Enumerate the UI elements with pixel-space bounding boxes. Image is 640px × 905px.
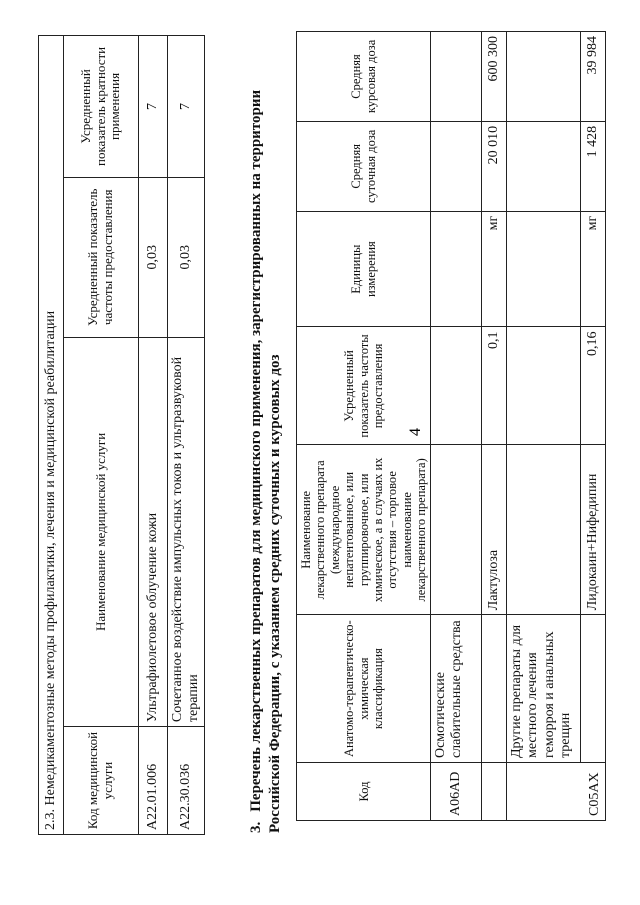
non-drug-methods-table bbox=[38, 35, 205, 835]
service-frequency: 0,03 bbox=[168, 177, 205, 337]
atc-group-name: Другие препараты для местного лечения геморроя и анальных трещин bbox=[507, 615, 581, 763]
atc-code: A06AD bbox=[431, 763, 482, 821]
drug-name: Лидокаин+Нифедипин bbox=[581, 445, 606, 615]
header-multiplicity: Усредненный показатель кратности применения bbox=[64, 36, 139, 178]
drug-daily-dose: 1 428 bbox=[581, 121, 606, 211]
drug-daily-dose: 20 010 bbox=[482, 121, 507, 211]
service-code: A22.01.006 bbox=[139, 727, 168, 835]
header-frequency: Усредненный показатель частоты предоставления bbox=[64, 177, 139, 337]
drug-row bbox=[482, 32, 507, 821]
header-service-name: Наименование медицинской услуги bbox=[64, 337, 139, 726]
section-2-3-title: 2.3. Немедикаментозные методы профилактики, лечения и медицинской реабилитации bbox=[39, 36, 64, 835]
atc-code: C05AX bbox=[507, 763, 606, 821]
table-row bbox=[139, 36, 168, 835]
atc-group-row bbox=[431, 32, 482, 821]
drug-course-dose: 39 984 bbox=[581, 32, 606, 122]
header-daily-dose: Средняя суточная доза bbox=[297, 121, 431, 211]
service-multiplicity: 7 bbox=[168, 36, 205, 178]
header-drug-name: Наименование лекарственного препарата (международное непатентованное, или группировочное, или химическое, а в случаях их отсутствия – торговое наименование лекарственного препарата) bbox=[297, 445, 431, 615]
service-multiplicity: 7 bbox=[139, 36, 168, 178]
header-atc: Анатомо-терапевтическо-химическая классификация bbox=[297, 615, 431, 763]
drugs-table bbox=[296, 31, 606, 821]
drug-course-dose: 600 300 bbox=[482, 32, 507, 122]
drug-units: мг bbox=[482, 211, 507, 327]
service-name: Сочетанное воздействие импульсных токов и ультразвуковой терапии bbox=[168, 337, 205, 726]
drug-row bbox=[581, 32, 606, 821]
section-3-title: Перечень лекарственных препаратов для медицинского применения, зарегистрированных на территории Российской Федерации, с указанием средних суточных и курсовых доз bbox=[248, 89, 283, 833]
section-3-number: 3. bbox=[248, 821, 264, 833]
drug-name: Лактулоза bbox=[482, 445, 507, 615]
drug-frequency: 0,1 bbox=[482, 327, 507, 445]
table-row bbox=[168, 36, 205, 835]
drug-frequency: 0,16 bbox=[581, 327, 606, 445]
header-units: Единицы измерения bbox=[297, 211, 431, 327]
header-code: Код bbox=[297, 763, 431, 821]
header-course-dose: Средняя курсовая доза bbox=[297, 32, 431, 122]
service-frequency: 0,03 bbox=[139, 177, 168, 337]
drug-units: мг bbox=[581, 211, 606, 327]
atc-group-row bbox=[507, 32, 581, 821]
section-3-heading bbox=[247, 23, 285, 833]
header-frequency: Усредненный показатель частоты предоставления bbox=[297, 327, 431, 445]
header-service-code: Код медицинской услуги bbox=[64, 727, 139, 835]
service-name: Ультрафиолетовое облучение кожи bbox=[139, 337, 168, 726]
atc-group-name: Осмотические слабительные средства bbox=[431, 615, 482, 763]
page-number: 4 bbox=[407, 428, 424, 436]
service-code: A22.30.036 bbox=[168, 727, 205, 835]
